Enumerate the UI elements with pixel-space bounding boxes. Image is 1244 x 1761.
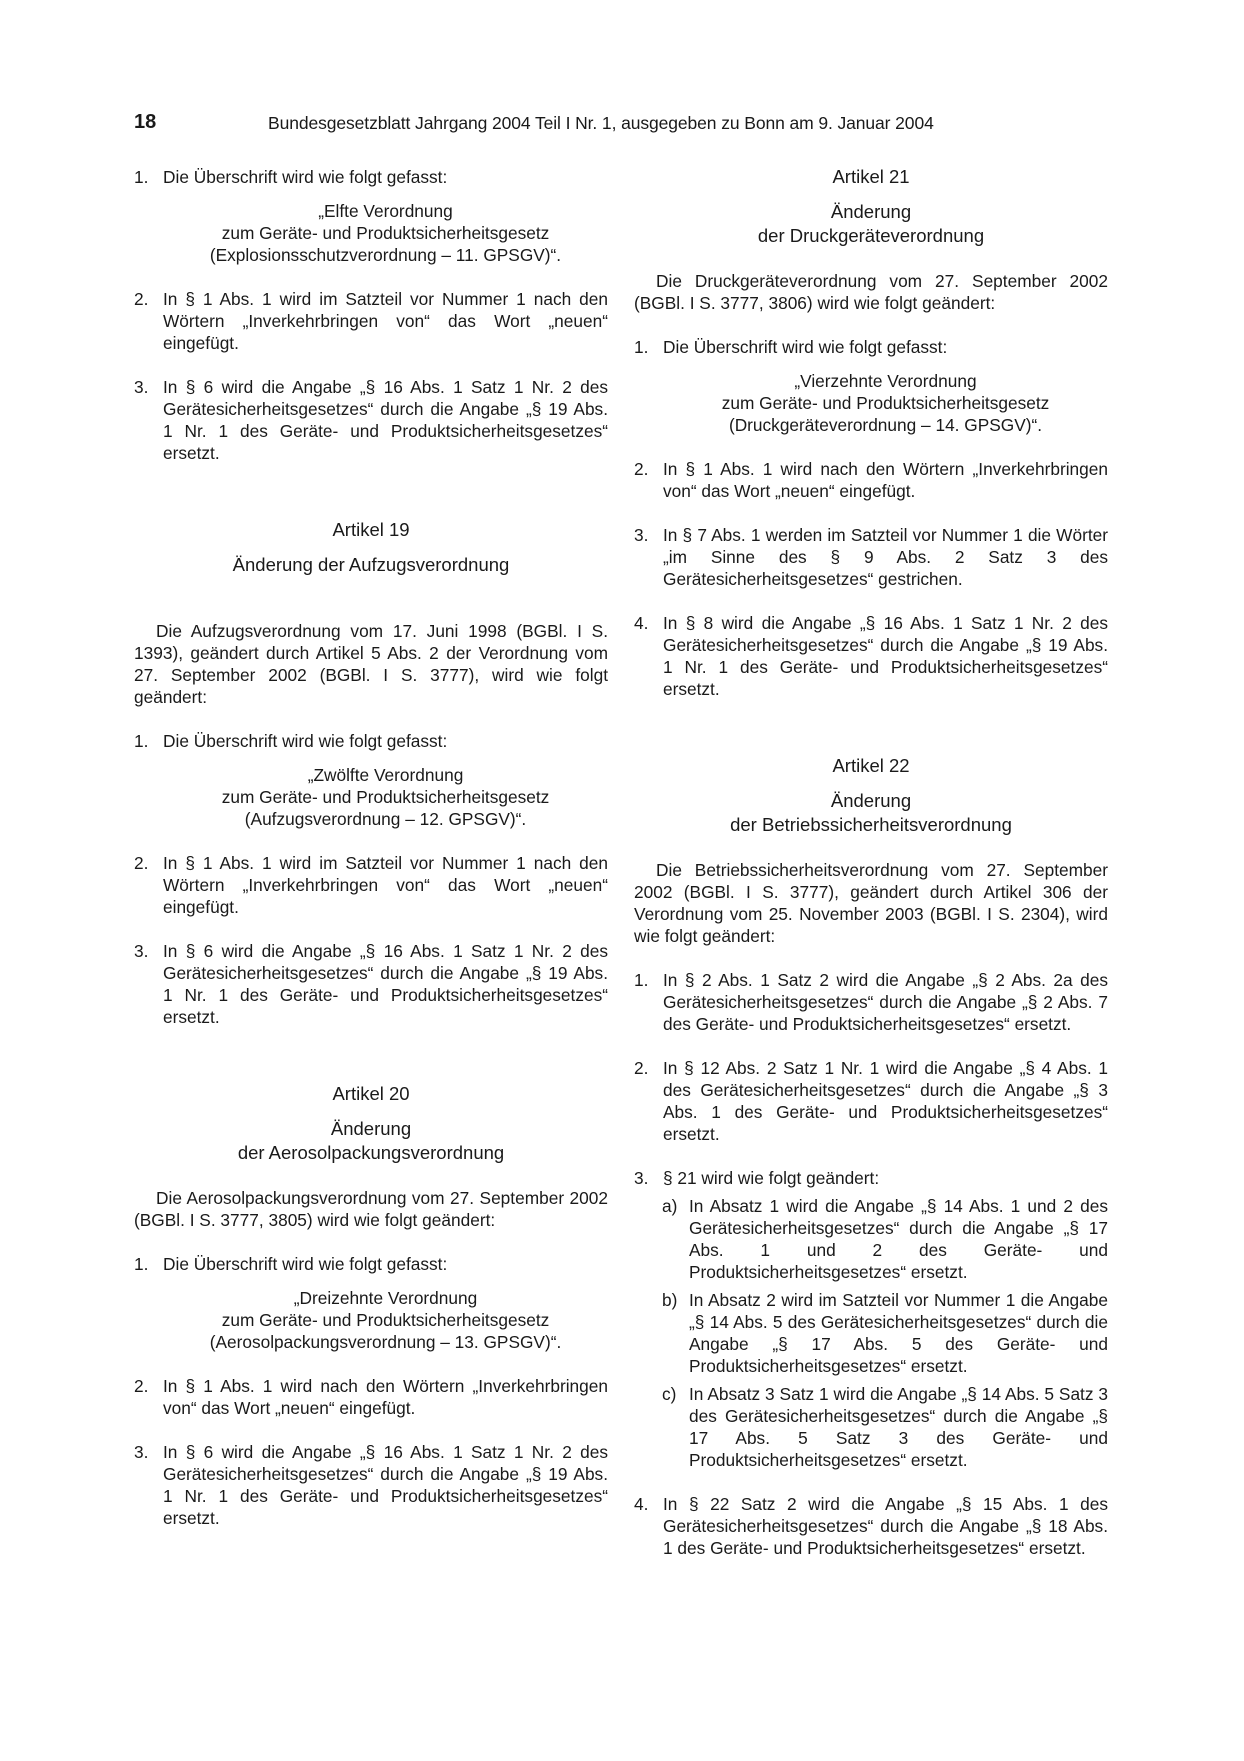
list-item: 2. In § 1 Abs. 1 wird nach den Wörtern „Inverkehrbringen von“ das Wort „neuen“ eingefügt.: [634, 459, 1108, 501]
article-number: Artikel 21: [832, 166, 910, 187]
page-number: 18: [134, 111, 157, 133]
article-title: Änderung der Druckgeräteverordnung: [757, 201, 985, 246]
article-intro: Die Druckgeräteverordnung vom 27. September 2002 (BGBl. I S. 3777, 3806) wird wie folgt geändert:: [634, 271, 1108, 313]
list-item: 1. Die Überschrift wird wie folgt gefasst:: [634, 337, 948, 357]
quoted-title: „Elfte Verordnung zum Geräte- und Produktsicherheitsgesetz (Explosionsschutzverordnung – 11. GPSGV)“.: [209, 201, 562, 265]
list-item: 3. § 21 wird wie folgt geändert:: [634, 1168, 880, 1188]
article-title: Änderung der Aerosolpackungsverordnung: [237, 1118, 505, 1163]
article-number: Artikel 20: [332, 1083, 410, 1104]
list-item: 3. In § 6 wird die Angabe „§ 16 Abs. 1 Satz 1 Nr. 2 des Gerätesicherheitsgesetzes“ durch die Angabe „§ 19 Abs. 1 Nr. 1 des Geräte- und Produktsicherheitsgesetzes“ ersetzt.: [134, 941, 608, 1027]
list-item: 4. In § 22 Satz 2 wird die Angabe „§ 15 Abs. 1 des Gerätesicherheitsgesetzes“ durch die Angabe „§ 18 Abs. 1 des Geräte- und Produktsicherheitsgesetzes“ ersetzt.: [634, 1494, 1108, 1558]
quoted-title: „Zwölfte Verordnung zum Geräte- und Produktsicherheitsgesetz (Aufzugsverordnung – 12. GPSGV)“.: [221, 765, 550, 829]
list-item: 2. In § 12 Abs. 2 Satz 1 Nr. 1 wird die Angabe „§ 4 Abs. 1 des Gerätesicherheitsgesetzes“ durch die Angabe „§ 3 Abs. 1 des Geräte- und Produktsicherheitsgesetzes“ ersetzt.: [634, 1058, 1108, 1144]
quoted-title: „Vierzehnte Verordnung zum Geräte- und Produktsicherheitsgesetz (Druckgeräteverordnung – 14. GPSGV)“.: [721, 371, 1050, 435]
running-head: Bundesgesetzblatt Jahrgang 2004 Teil I Nr. 1, ausgegeben zu Bonn am 9. Januar 2004: [268, 113, 934, 133]
list-item: 3. In § 7 Abs. 1 werden im Satzteil vor Nummer 1 die Wörter „im Sinne des § 9 Abs. 2 Satz 3 des Gerätesicherheitsgesetzes“ gestrichen.: [634, 525, 1108, 589]
article-title: Änderung der Betriebssicherheitsverordnung: [730, 790, 1012, 835]
article-number: Artikel 22: [832, 755, 910, 776]
left-column: [134, 166, 608, 1529]
article-intro: Die Aufzugsverordnung vom 17. Juni 1998 (BGBl. I S. 1393), geändert durch Artikel 5 Abs. 2 der Verordnung vom 27. September 2002 (BGBl. I S. 3777), wird wie folgt geändert:: [134, 621, 608, 707]
article-number: Artikel 19: [332, 519, 410, 540]
article-intro: Die Betriebssicherheitsverordnung vom 27. September 2002 (BGBl. I S. 3777), geändert durch Artikel 306 der Verordnung vom 25. November 2003 (BGBl. I S. 2304), wird wie folgt geändert:: [634, 860, 1108, 946]
list-item: 2. In § 1 Abs. 1 wird im Satzteil vor Nummer 1 nach den Wörtern „Inverkehrbringen von“ das Wort „neuen“ eingefügt.: [134, 289, 608, 353]
sub-item: b) In Absatz 2 wird im Satzteil vor Nummer 1 die Angabe „§ 14 Abs. 5 des Gerätesicherheitsgesetzes“ durch die Angabe „§ 17 Abs. 5 des Geräte- und Produktsicherheitsgesetzes“ ersetzt.: [662, 1290, 1108, 1376]
list-item: 1. In § 2 Abs. 1 Satz 2 wird die Angabe „§ 2 Abs. 2a des Gerätesicherheitsgesetzes“ durch die Angabe „§ 2 Abs. 7 des Geräte- und Produktsicherheitsgesetzes“ ersetzt.: [634, 970, 1108, 1034]
sub-item: a) In Absatz 1 wird die Angabe „§ 14 Abs. 1 und 2 des Gerätesicherheitsgesetzes“ durch die Angabe „§ 17 Abs. 1 und 2 des Geräte- und Produktsicherheitsgesetzes“ ersetzt.: [662, 1196, 1108, 1282]
article-intro: Die Aerosolpackungsverordnung vom 27. September 2002 (BGBl. I S. 3777, 3805) wird wie folgt geändert:: [134, 1188, 608, 1230]
list-item: 3. In § 6 wird die Angabe „§ 16 Abs. 1 Satz 1 Nr. 2 des Gerätesicherheitsgesetzes“ durch die Angabe „§ 19 Abs. 1 Nr. 1 des Geräte- und Produktsicherheitsgesetzes“ ersetzt.: [134, 377, 608, 463]
list-item: 1. Die Überschrift wird wie folgt gefasst:: [134, 1254, 448, 1274]
list-item: 2. In § 1 Abs. 1 wird im Satzteil vor Nummer 1 nach den Wörtern „Inverkehrbringen von“ das Wort „neuen“ eingefügt.: [134, 853, 608, 917]
list-item: 2. In § 1 Abs. 1 wird nach den Wörtern „Inverkehrbringen von“ das Wort „neuen“ eingefügt.: [134, 1376, 608, 1418]
list-item: 3. In § 6 wird die Angabe „§ 16 Abs. 1 Satz 1 Nr. 2 des Gerätesicherheitsgesetzes“ durch die Angabe „§ 19 Abs. 1 Nr. 1 des Geräte- und Produktsicherheitsgesetzes“ ersetzt.: [134, 1442, 608, 1528]
quoted-title: „Dreizehnte Verordnung zum Geräte- und Produktsicherheitsgesetz (Aerosolpackungsverordnung – 13. GPSGV)“.: [209, 1288, 562, 1352]
article-title: Änderung der Aufzugsverordnung: [232, 554, 510, 575]
right-column: [634, 166, 1108, 1559]
sub-item: c) In Absatz 3 Satz 1 wird die Angabe „§ 14 Abs. 5 Satz 3 des Gerätesicherheitsgesetzes“ durch die Angabe „§ 17 Abs. 5 Satz 3 des Geräte- und Produktsicherheitsgesetzes“ ersetzt.: [662, 1384, 1108, 1470]
list-item: 4. In § 8 wird die Angabe „§ 16 Abs. 1 Satz 1 Nr. 2 des Gerätesicherheitsgesetzes“ durch die Angabe „§ 19 Abs. 1 Nr. 1 des Geräte- und Produktsicherheitsgesetzes“ ersetzt.: [634, 613, 1108, 699]
list-item: 1. Die Überschrift wird wie folgt gefasst:: [134, 167, 448, 187]
list-item: 1. Die Überschrift wird wie folgt gefasst:: [134, 731, 448, 751]
